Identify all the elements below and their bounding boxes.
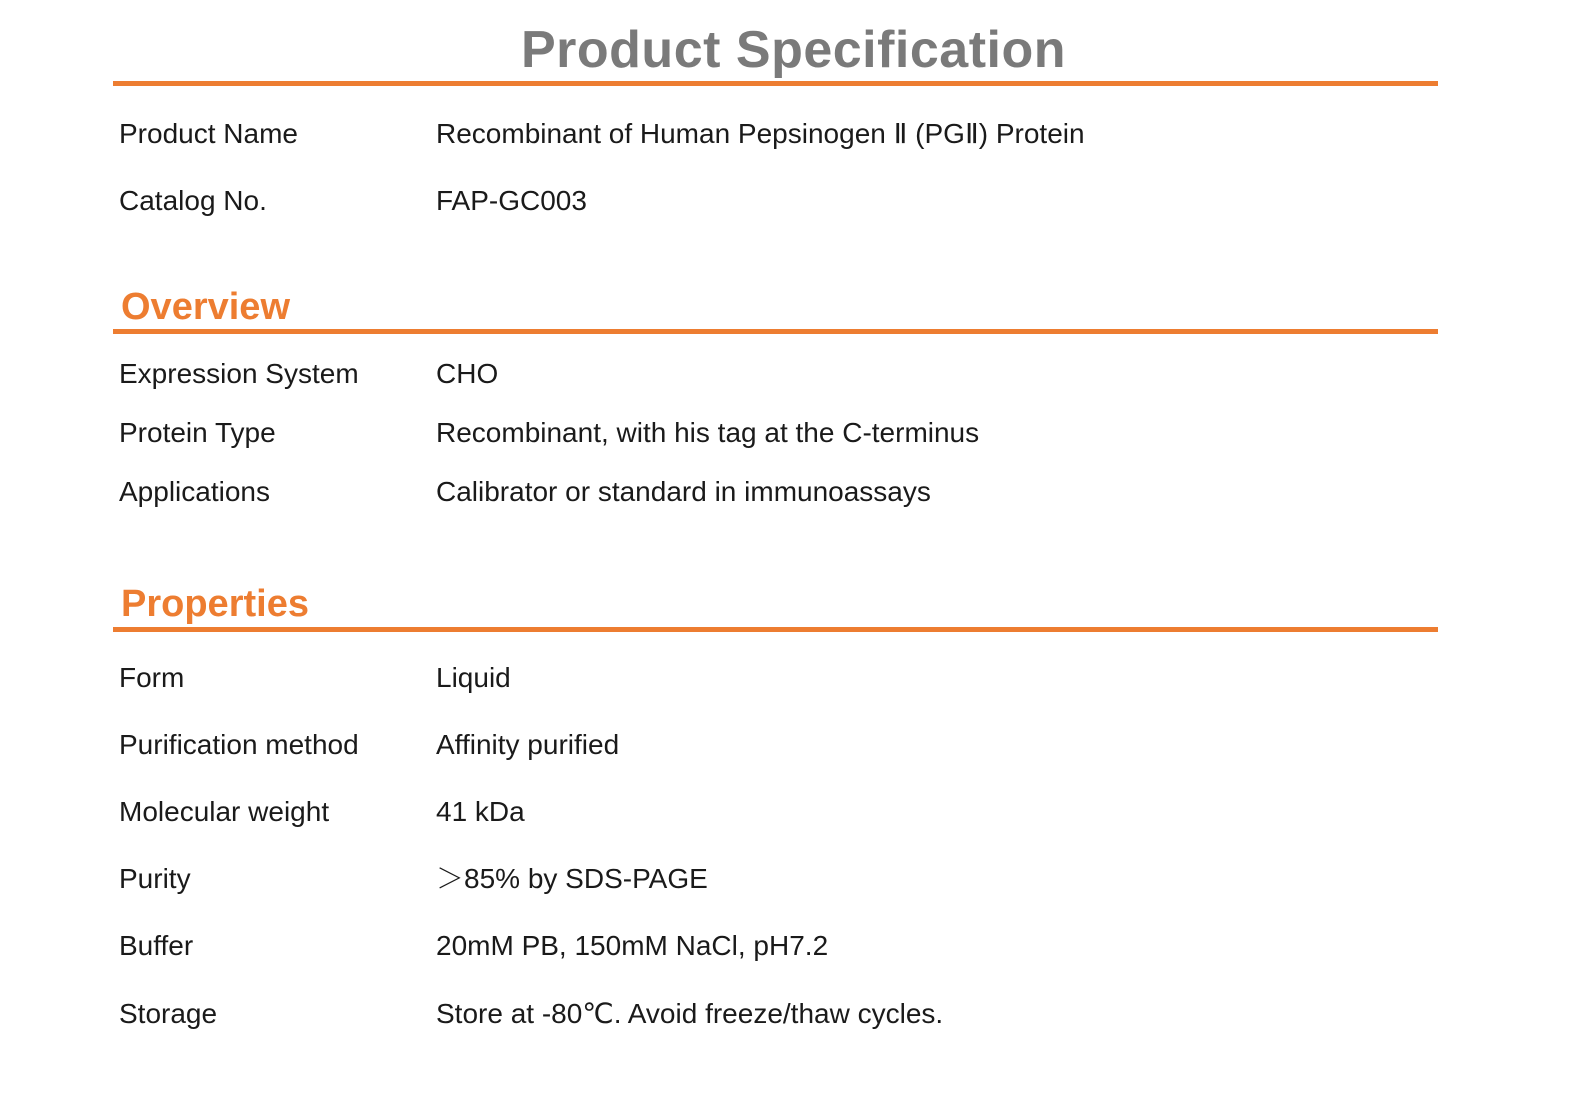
spec-row-catalog-no: [0, 181, 1587, 221]
spec-label: Protein Type: [119, 417, 276, 448]
spec-value: Recombinant of Human Pepsinogen Ⅱ (PGⅡ) Protein: [436, 118, 1085, 149]
spec-label: Catalog No.: [119, 185, 267, 216]
spec-value: Recombinant, with his tag at the C-terminus: [436, 417, 980, 448]
spec-row-molecular-weight: [0, 792, 1587, 832]
spec-label: Form: [119, 662, 185, 693]
spec-label: Molecular weight: [119, 796, 330, 827]
spec-value: Store at -80℃. Avoid freeze/thaw cycles.: [436, 998, 944, 1029]
spec-row-purification-method: [0, 725, 1587, 765]
spec-label: Applications: [119, 476, 270, 507]
properties-divider: [113, 627, 1438, 632]
overview-divider: [113, 329, 1438, 334]
spec-label: Product Name: [119, 118, 298, 149]
spec-label: Purity: [119, 863, 191, 894]
spec-row-storage: [0, 994, 1587, 1034]
spec-value: ＞85% by SDS-PAGE: [436, 863, 708, 894]
spec-row-expression-system: [0, 354, 1587, 394]
spec-row-protein-type: [0, 413, 1587, 453]
title-divider: [113, 81, 1438, 86]
spec-label: Buffer: [119, 930, 194, 961]
spec-label: Storage: [119, 998, 218, 1029]
spec-value: 20mM PB, 150mM NaCl, pH7.2: [436, 930, 829, 961]
spec-row-product-name: [0, 114, 1587, 154]
spec-value: Calibrator or standard in immunoassays: [436, 476, 931, 507]
spec-value: 41 kDa: [436, 796, 525, 827]
spec-value: Liquid: [436, 662, 511, 693]
page-title: Product Specification: [520, 21, 1067, 79]
section-title-overview: Overview: [121, 286, 290, 328]
spec-value: Affinity purified: [436, 729, 620, 760]
spec-label: Purification method: [119, 729, 359, 760]
spec-value: FAP-GC003: [436, 185, 587, 216]
spec-row-applications: [0, 472, 1587, 512]
spec-value: CHO: [436, 358, 499, 389]
spec-label: Expression System: [119, 358, 359, 389]
spec-row-buffer: [0, 926, 1587, 966]
section-title-properties: Properties: [121, 583, 309, 625]
spec-row-form: [0, 658, 1587, 698]
spec-row-purity: [0, 859, 1587, 899]
